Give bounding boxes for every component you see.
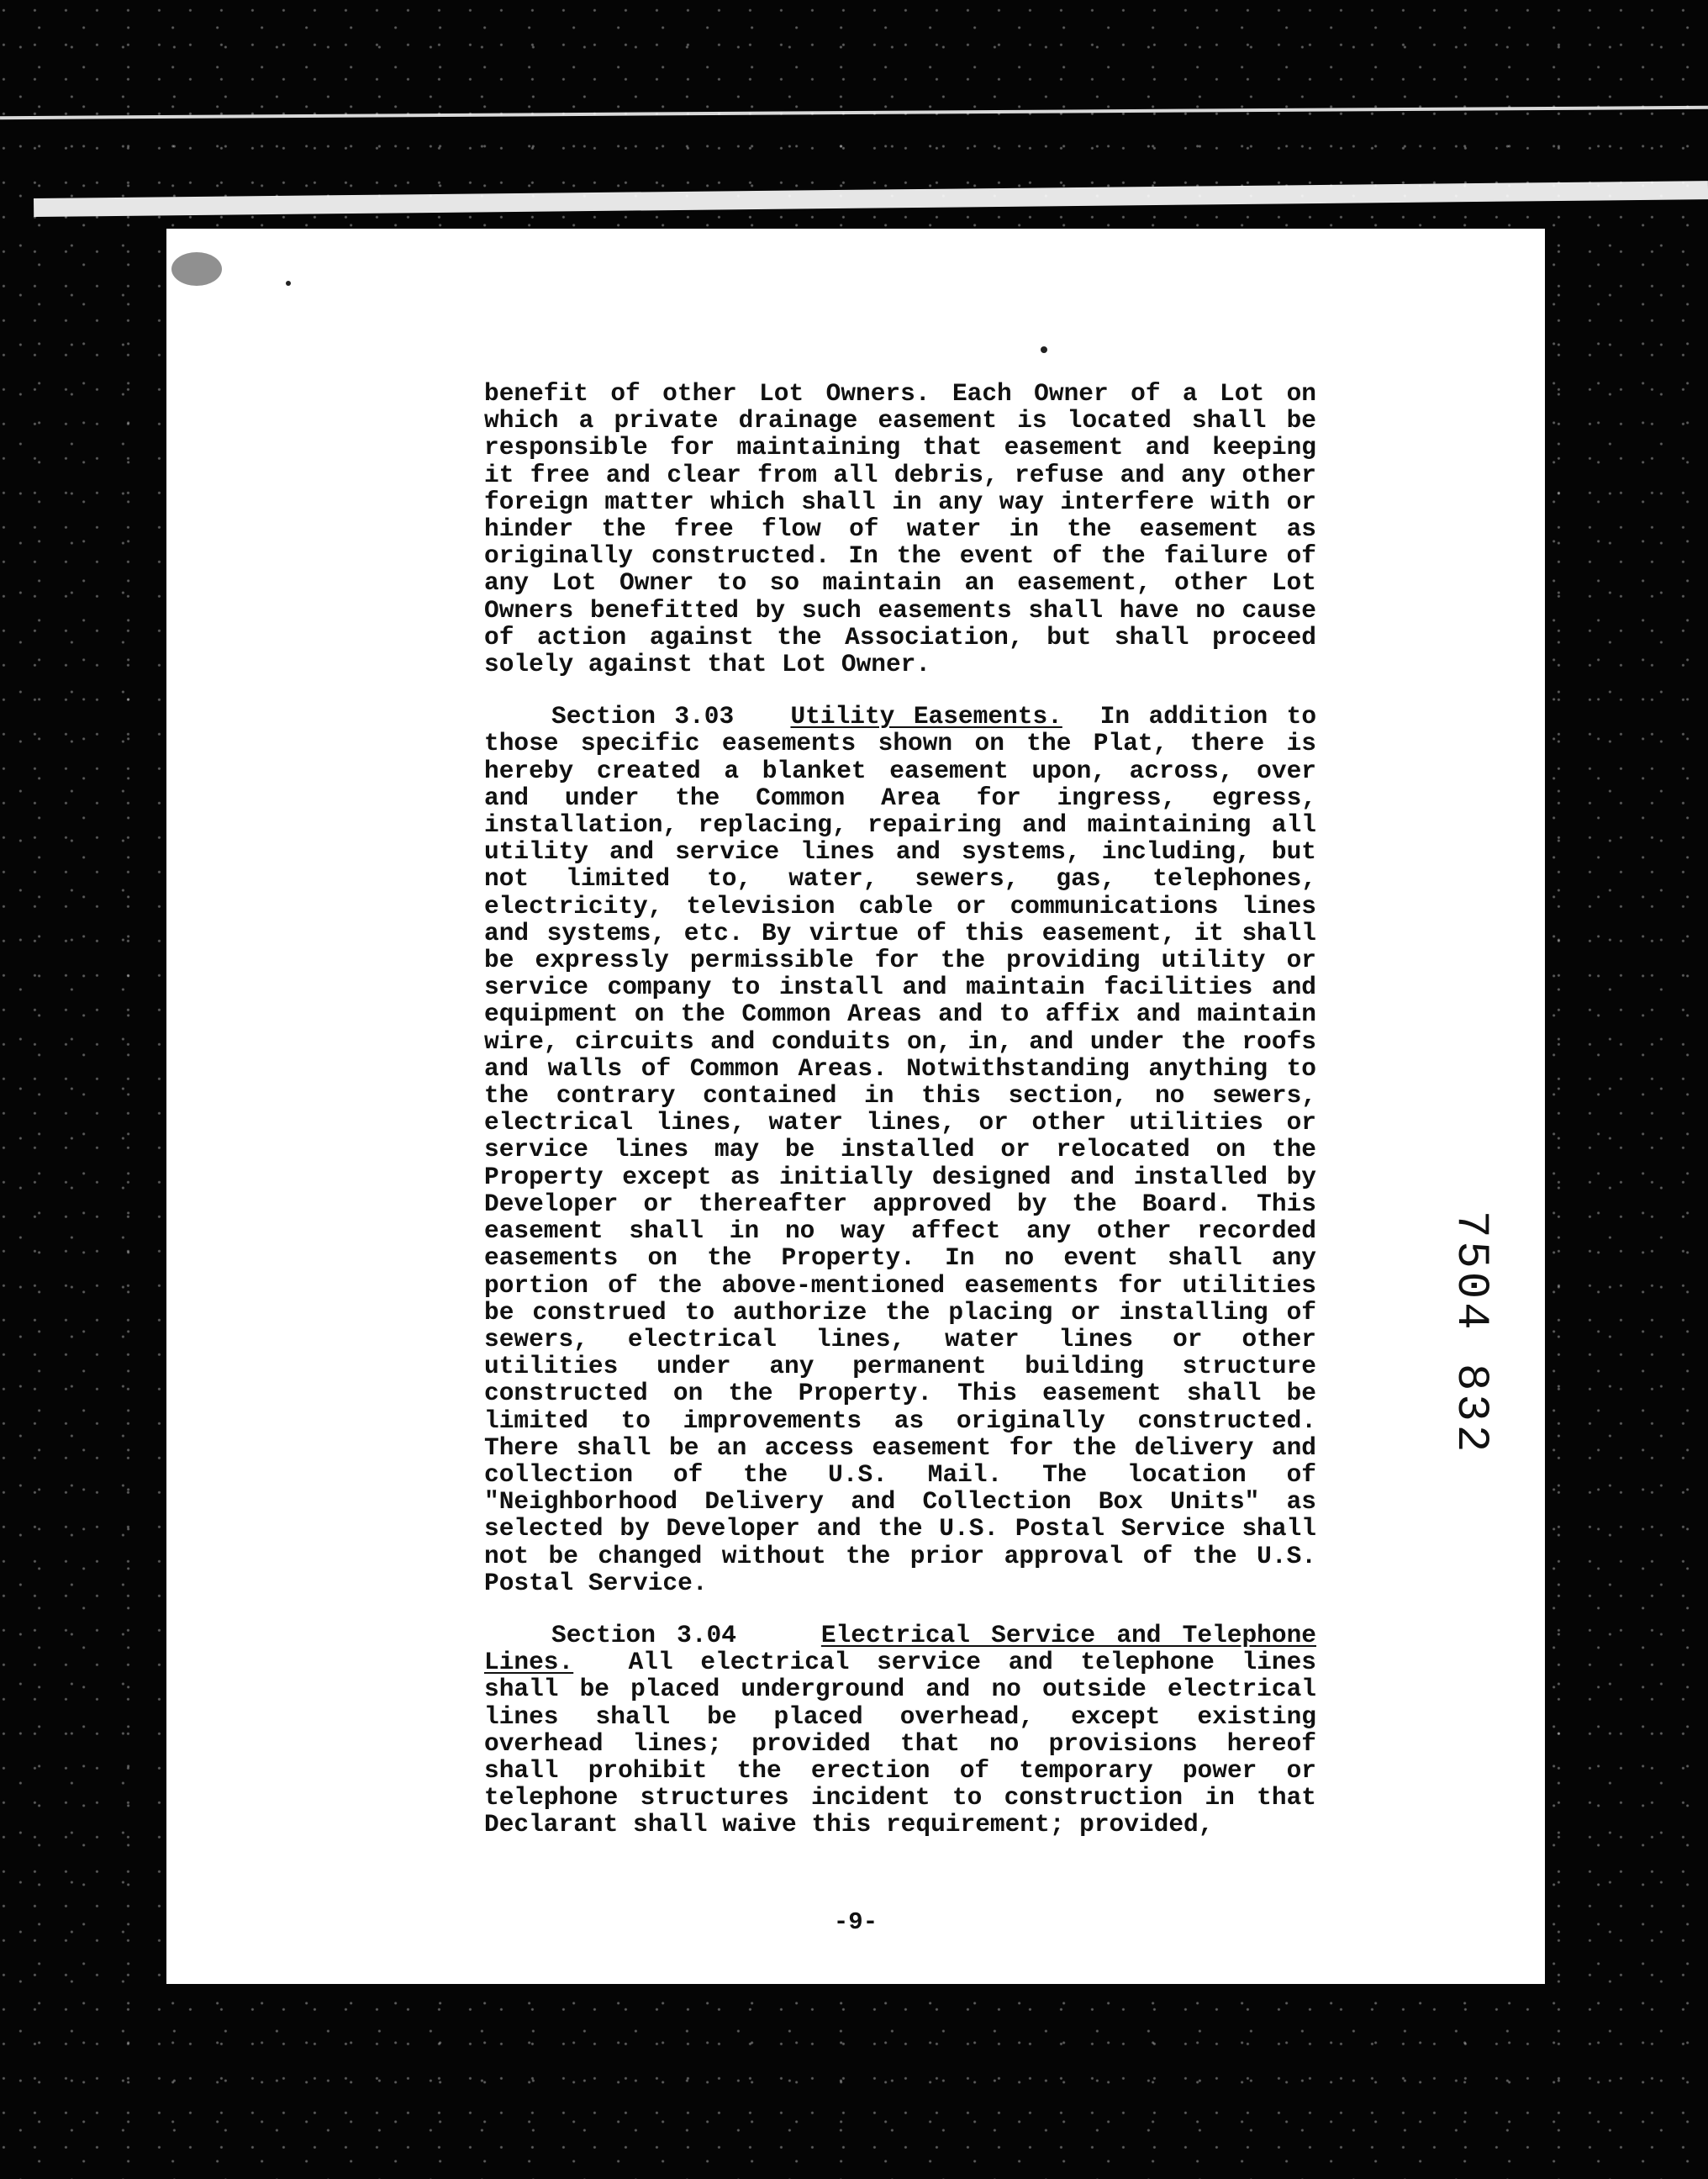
document-page — [166, 229, 1545, 1984]
section-text: All electrical service and telephone lines shall be placed underground and no outside electrical lines shall be placed overhead, except existing overhead lines; provided that no provisions hereof shall prohibit the erection of temporary power or telephone structures incident to construction in that Declarant shall waive this requirement; provided, — [484, 1648, 1317, 1839]
section-title: Utility Easements. — [790, 702, 1062, 731]
section-3-04 — [484, 1622, 1316, 1839]
section-3-03 — [484, 703, 1316, 1596]
section-number: Section 3.03 — [551, 702, 735, 731]
document-body — [484, 380, 1316, 1864]
scan-speck — [171, 252, 222, 286]
paragraph-continuation: benefit of other Lot Owners. Each Owner of a Lot on which a private drainage easement is located shall be responsible for maintaining that easement and keeping it free and clear from all debris, refuse and any other foreign matter which shall in any way interfere with or hinder the free flow of water in the easement as originally constructed. In the event of the failure of any Lot Owner to so maintain an easement, other Lot Owners benefitted by such easements shall have no cause of action against the Association, but shall proceed solely against that Lot Owner. — [484, 379, 1316, 679]
scan-speck — [286, 281, 291, 286]
section-number: Section 3.04 — [551, 1620, 736, 1649]
page-number: -9- — [833, 1908, 878, 1936]
scan-speck — [1041, 346, 1047, 353]
section-text: In addition to those specific easements shown on the Plat, there is hereby created a blanket easement upon, across, over and under the Common Area for ingress, egress, installation, replacing, repairing and maintaining all utility and service lines and systems, including, but not limited to, water, sewers, gas, telephones, electricity, television cable or communications lines and systems, etc. By virtue of this easement, it shall be expressly permissible for the providing utility or service company to install and maintain facilities and equipment on the Common Areas and to affix and maintain wire, circuits and conduits on, in, and under the roofs and walls of Common Areas. Notwithstanding anything to the contrary contained in this section, no sewers, electrical lines, water lines, or other utilities or service lines may be installed or relocated on the Property except as initially designed and installed by Developer or thereafter approved by the Board. This easement shall in no way affect any other recorded easements on the Property. In no event shall any portion of the above-mentioned easements for utilities be construed to authorize the placing or installing of sewers, electrical lines, water lines or other utilities under any permanent building structure constructed on the Property. This easement shall be limited to improvements as originally constructed. There shall be an access easement for the delivery and collection of the U.S. Mail. The location of "Neighborhood Delivery and Collection Box Units" as selected by Developer and the U.S. Postal Service shall not be changed without the prior approval of the U.S. Postal Service. — [484, 702, 1317, 1597]
section-title: Electrical Service and Telephone Lines. — [484, 1620, 1316, 1677]
recording-stamp: 7504 832 — [1445, 1211, 1496, 1456]
